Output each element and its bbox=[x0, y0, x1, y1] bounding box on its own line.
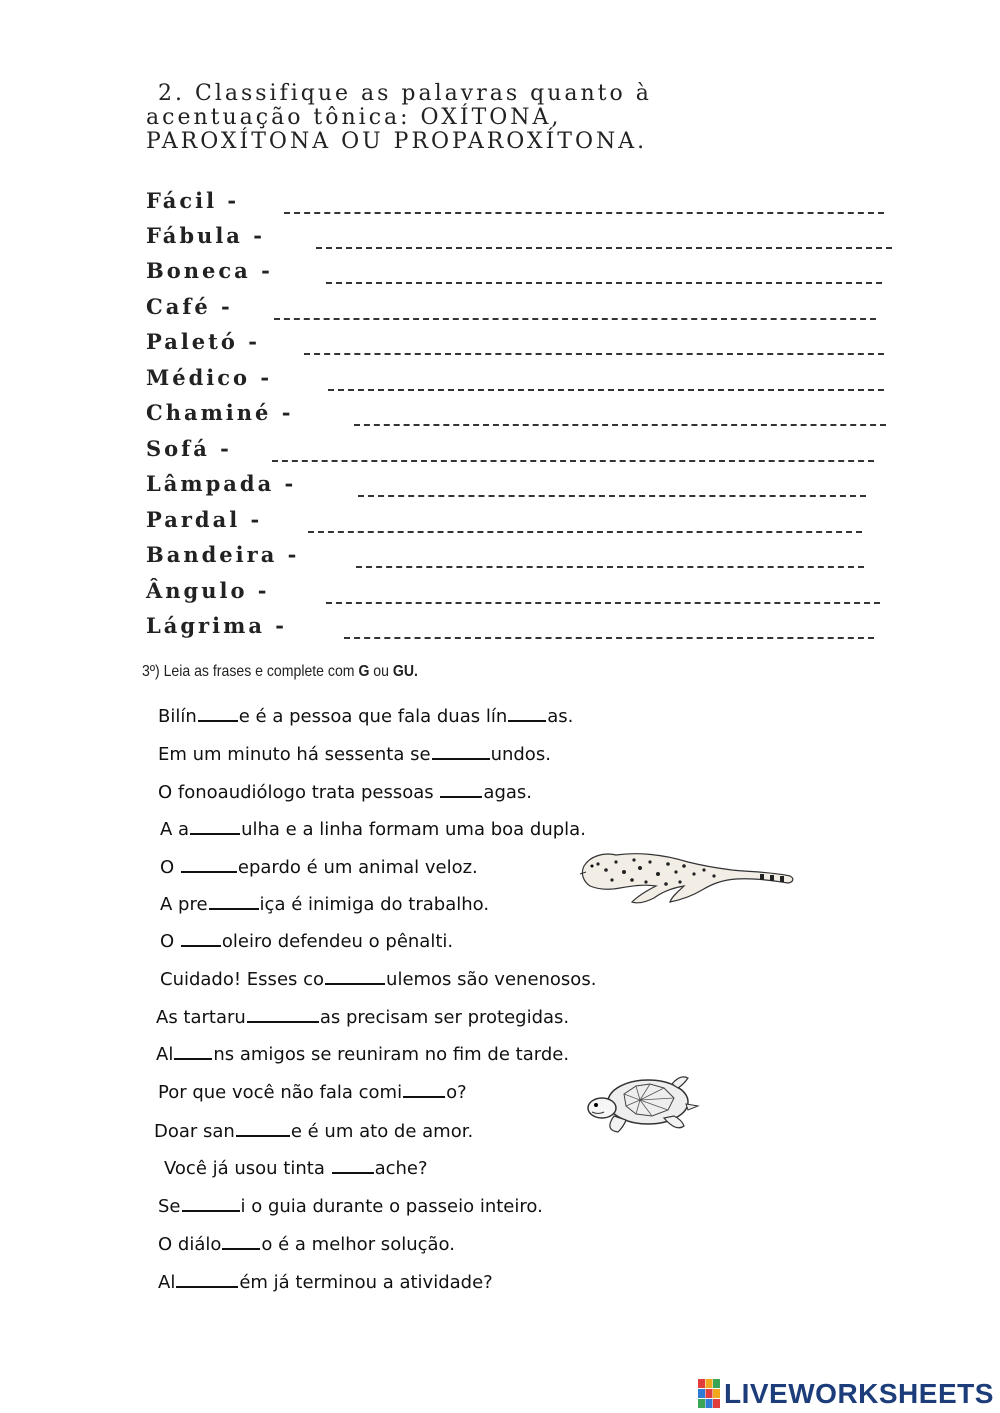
sentence-text: undos. bbox=[490, 744, 551, 765]
word-row bbox=[146, 436, 232, 466]
answer-blank[interactable] bbox=[222, 1234, 260, 1250]
sentence bbox=[164, 1158, 428, 1179]
answer-blank[interactable] bbox=[247, 1007, 319, 1023]
question-2-title-line-1: 2. Classifique as palavras quanto à bbox=[158, 81, 652, 106]
word-label: Fácil - bbox=[146, 188, 240, 213]
sentence-text: O diálo bbox=[158, 1234, 222, 1255]
sentence-text: Al bbox=[156, 1044, 174, 1065]
question-2-title bbox=[146, 82, 946, 154]
answer-blank[interactable] bbox=[198, 706, 238, 722]
sentence-text: Al bbox=[158, 1272, 176, 1293]
sentence-text: Doar san bbox=[154, 1121, 235, 1142]
sentence-text: i o guia durante o passeio inteiro. bbox=[240, 1196, 543, 1217]
logo-text: LIVEWORKSHEETS bbox=[724, 1378, 994, 1409]
sentence-text: As tartaru bbox=[156, 1007, 246, 1028]
answer-blank[interactable] bbox=[403, 1082, 445, 1098]
sentence-text: Em um minuto há sessenta se bbox=[158, 744, 431, 765]
sentence bbox=[154, 1121, 473, 1142]
sentence-text: as precisam ser protegidas. bbox=[319, 1007, 570, 1028]
sentence-text: O bbox=[160, 857, 180, 878]
answer-line[interactable] bbox=[328, 389, 884, 391]
sentence-text: oleiro defendeu o pênalti. bbox=[221, 931, 454, 952]
sentence-text: e é um ato de amor. bbox=[290, 1121, 474, 1142]
answer-blank[interactable] bbox=[440, 782, 482, 798]
answer-blank[interactable] bbox=[209, 894, 259, 910]
answer-blank[interactable] bbox=[181, 931, 221, 947]
word-row bbox=[146, 578, 270, 608]
sentence-text: o é a melhor solução. bbox=[261, 1234, 455, 1255]
word-label: Pardal - bbox=[146, 507, 263, 532]
sentence-text: O fonoaudiólogo trata pessoas bbox=[158, 782, 440, 803]
word-label: Boneca - bbox=[146, 258, 273, 283]
sentence bbox=[160, 857, 478, 878]
answer-line[interactable] bbox=[356, 566, 864, 568]
word-label: Lâmpada - bbox=[146, 471, 297, 496]
word-row bbox=[146, 329, 260, 359]
word-label: Lágrima - bbox=[146, 613, 287, 638]
answer-line[interactable] bbox=[316, 247, 892, 249]
answer-line[interactable] bbox=[326, 602, 880, 604]
sentence-text: as. bbox=[547, 706, 574, 727]
logo-icon bbox=[698, 1379, 720, 1409]
sentence bbox=[158, 744, 551, 765]
sentence bbox=[160, 894, 489, 915]
question-2-title-line-2: acentuação tônica: OXÍTONA, bbox=[146, 105, 562, 130]
sentence-text: Bilín bbox=[158, 706, 197, 727]
answer-line[interactable] bbox=[358, 495, 866, 497]
question-2-title-line-3: PAROXÍTONA OU PROPAROXÍTONA. bbox=[146, 129, 648, 154]
option-g: G bbox=[358, 663, 370, 680]
sentence bbox=[158, 1234, 455, 1255]
sentence-text: ache? bbox=[374, 1158, 428, 1179]
answer-blank[interactable] bbox=[508, 706, 546, 722]
answer-blank[interactable] bbox=[182, 1196, 240, 1212]
sentence-text: agas. bbox=[483, 782, 533, 803]
word-label: Chaminé - bbox=[146, 400, 294, 425]
option-gu: GU. bbox=[392, 663, 418, 680]
sentence bbox=[158, 1082, 467, 1103]
question-3-header bbox=[142, 663, 418, 681]
question-3-header-text: 3º) Leia as frases e complete com bbox=[142, 663, 359, 680]
word-label: Paletó - bbox=[146, 329, 260, 354]
sentence-text: ulemos são venenosos. bbox=[386, 969, 597, 990]
sentence-text: Se bbox=[158, 1196, 181, 1217]
sentence bbox=[158, 782, 532, 803]
sentence bbox=[156, 1044, 569, 1065]
sentence-text: Você já usou tinta bbox=[164, 1158, 331, 1179]
sentence-text: A a bbox=[160, 819, 190, 840]
sentence-text: Cuidado! Esses co bbox=[160, 969, 325, 990]
sentence bbox=[160, 969, 596, 990]
answer-blank[interactable] bbox=[190, 819, 240, 835]
turtle-illustration bbox=[584, 1072, 704, 1138]
sentence-text: A pre bbox=[160, 894, 208, 915]
answer-line[interactable] bbox=[344, 637, 874, 639]
sentence-text: ém já terminou a atividade? bbox=[239, 1272, 493, 1293]
answer-line[interactable] bbox=[274, 318, 876, 320]
word-row bbox=[146, 542, 299, 572]
sentence-text: e é a pessoa que fala duas lín bbox=[238, 706, 508, 727]
sentence bbox=[160, 819, 586, 840]
sentence-text: ulha e a linha formam uma boa dupla. bbox=[241, 819, 586, 840]
answer-blank[interactable] bbox=[174, 1044, 212, 1060]
sentence bbox=[156, 1007, 569, 1028]
word-label: Ângulo - bbox=[146, 578, 270, 603]
sentence-text: Por que você não fala comi bbox=[158, 1082, 403, 1103]
word-label: Bandeira - bbox=[146, 542, 300, 567]
answer-line[interactable] bbox=[304, 353, 884, 355]
answer-blank[interactable] bbox=[432, 744, 490, 760]
word-label: Sofá - bbox=[146, 436, 232, 461]
word-label: Café - bbox=[146, 294, 233, 319]
sentence bbox=[160, 931, 453, 952]
word-row bbox=[146, 188, 239, 218]
word-row bbox=[146, 223, 265, 253]
word-row bbox=[146, 365, 272, 395]
liveworksheets-logo bbox=[698, 1376, 994, 1412]
cheetah-illustration bbox=[576, 846, 798, 908]
answer-line[interactable] bbox=[308, 531, 862, 533]
word-row bbox=[146, 613, 287, 643]
sentence-text: o? bbox=[446, 1082, 467, 1103]
answer-line[interactable] bbox=[272, 460, 874, 462]
answer-blank[interactable] bbox=[332, 1158, 374, 1174]
answer-line[interactable] bbox=[284, 212, 884, 214]
answer-blank[interactable] bbox=[325, 969, 385, 985]
word-row bbox=[146, 258, 273, 288]
sentence-text: epardo é um animal veloz. bbox=[237, 857, 478, 878]
answer-blank[interactable] bbox=[176, 1272, 238, 1288]
word-row bbox=[146, 507, 262, 537]
word-row bbox=[146, 471, 296, 501]
sentence bbox=[158, 1272, 493, 1293]
question-3-header-or: ou bbox=[369, 663, 393, 680]
answer-blank[interactable] bbox=[181, 857, 237, 873]
sentence bbox=[158, 1196, 543, 1217]
word-row bbox=[146, 294, 233, 324]
word-label: Médico - bbox=[146, 365, 273, 390]
answer-line[interactable] bbox=[354, 424, 886, 426]
sentence bbox=[158, 706, 573, 727]
answer-line[interactable] bbox=[326, 282, 882, 284]
word-row bbox=[146, 400, 293, 430]
sentence-text: iça é inimiga do trabalho. bbox=[259, 894, 490, 915]
word-label: Fábula - bbox=[146, 223, 265, 248]
answer-blank[interactable] bbox=[236, 1121, 290, 1137]
sentence-text: O bbox=[160, 931, 180, 952]
sentence-text: ns amigos se reuniram no fim de tarde. bbox=[213, 1044, 570, 1065]
